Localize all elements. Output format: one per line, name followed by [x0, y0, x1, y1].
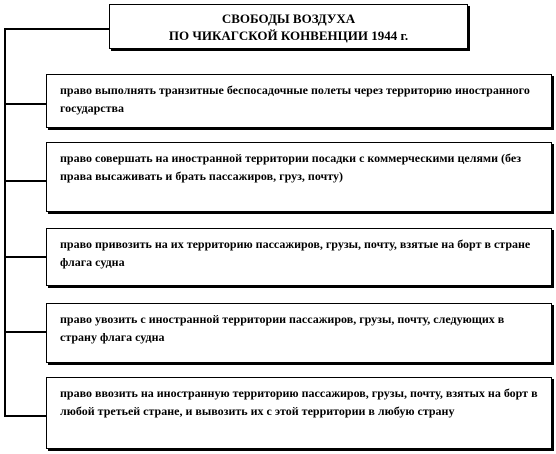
title-line-1: СВОБОДЫ ВОЗДУХА	[221, 10, 356, 26]
connector-branch-3	[4, 256, 47, 258]
freedom-box-3	[46, 228, 552, 286]
freedom-box-1	[46, 74, 552, 128]
connector-branch-2	[4, 180, 47, 182]
freedom-text-1: право выполнять транзитные беспосадочные полеты через территорию иностранного государства	[60, 83, 530, 115]
freedom-text-4: право увозить с иностранной территории пассажиров, грузы, почту, следующих в страну флага судна	[60, 312, 505, 344]
freedom-text-2: право совершать на иностранной территории посадки с коммерческими целями (без права высаживать и брать пассажиров, груз, почту)	[60, 151, 522, 183]
connector-trunk	[4, 28, 6, 416]
connector-branch-1	[4, 103, 47, 105]
freedom-text-3: право привозить на их территорию пассажиров, грузы, почту, взятые на борт в стране флага судна	[60, 237, 531, 269]
freedom-box-4	[46, 303, 552, 363]
title-line-2: ПО ЧИКАГСКОЙ КОНВЕНЦИИ 1944 г.	[168, 27, 409, 43]
diagram-title	[109, 4, 468, 49]
connector-branch-5	[4, 415, 47, 417]
connector-title-left	[4, 28, 110, 30]
freedom-box-5	[46, 377, 552, 449]
connector-branch-4	[4, 331, 47, 333]
freedom-text-5: право ввозить на иностранную территорию пассажиров, грузы, почту, взятых на борт в любой третьей стране, и вывозить их с этой территории в любую страну	[60, 386, 538, 418]
freedom-box-2	[46, 142, 552, 212]
